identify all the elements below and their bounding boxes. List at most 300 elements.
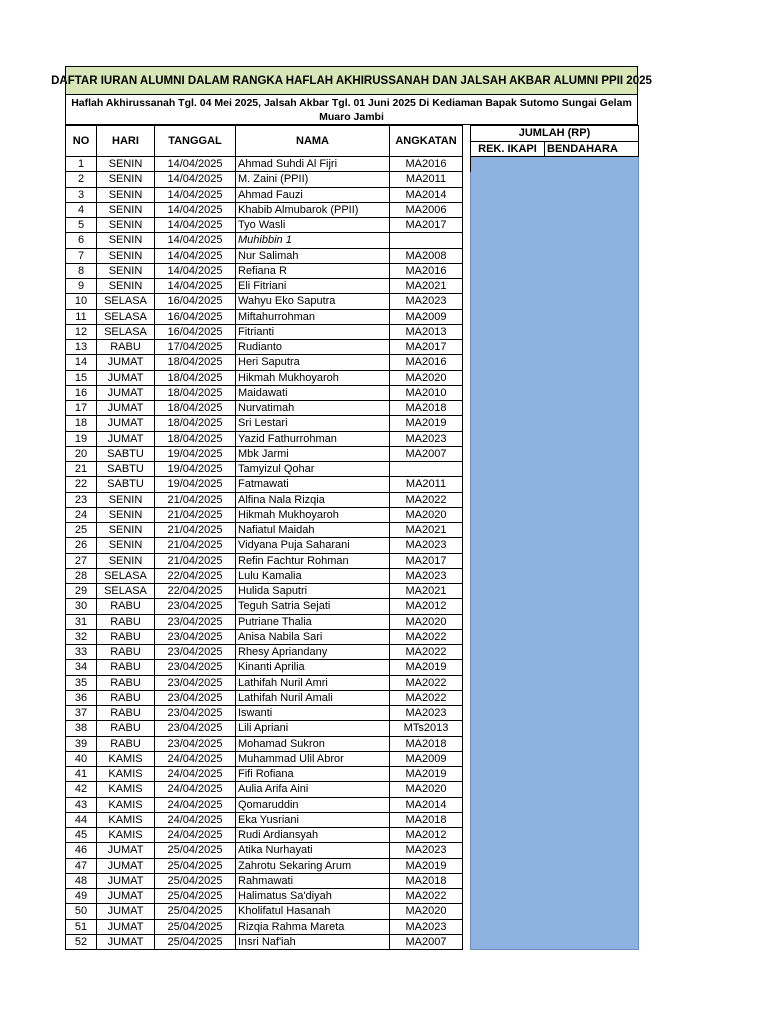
- cell-tanggal[interactable]: 21/04/2025: [155, 553, 236, 568]
- spreadsheet: [51, 66, 652, 950]
- gap-cell: [463, 675, 471, 690]
- cell-no[interactable]: 40: [66, 751, 97, 766]
- gap-cell: [463, 431, 471, 446]
- cell-tanggal[interactable]: 24/04/2025: [155, 782, 236, 797]
- cell-no[interactable]: 26: [66, 538, 97, 553]
- cell-no[interactable]: 50: [66, 904, 97, 919]
- cell-tanggal[interactable]: 25/04/2025: [155, 873, 236, 888]
- cell-angkatan[interactable]: MA2009: [390, 309, 463, 324]
- cell-hari[interactable]: SENIN: [97, 507, 155, 522]
- gap-cell: [463, 767, 471, 782]
- cell-tanggal[interactable]: 14/04/2025: [155, 202, 236, 217]
- cell-no[interactable]: 33: [66, 645, 97, 660]
- gap-cell: [463, 812, 471, 827]
- cell-hari[interactable]: KAMIS: [97, 751, 155, 766]
- dues-table: [65, 125, 639, 950]
- cell-nama[interactable]: Muhammad Ulil Abror: [236, 751, 390, 766]
- cell-no[interactable]: 46: [66, 843, 97, 858]
- cell-no[interactable]: 43: [66, 797, 97, 812]
- cell-nama[interactable]: Iswanti: [236, 706, 390, 721]
- cell-nama[interactable]: Aulia Arifa Aini: [236, 782, 390, 797]
- cell-hari[interactable]: SENIN: [97, 263, 155, 278]
- cell-hari[interactable]: SENIN: [97, 218, 155, 233]
- table-body: [66, 157, 639, 950]
- cell-tanggal[interactable]: 22/04/2025: [155, 568, 236, 583]
- cell-hari[interactable]: SABTU: [97, 477, 155, 492]
- cell-no[interactable]: 22: [66, 477, 97, 492]
- gap-cell: [463, 401, 471, 416]
- cell-nama[interactable]: Rudi Ardiansyah: [236, 828, 390, 843]
- cell-nama[interactable]: Nurvatimah: [236, 401, 390, 416]
- cell-angkatan[interactable]: MA2011: [390, 477, 463, 492]
- gap-cell: [463, 233, 471, 248]
- cell-tanggal[interactable]: 24/04/2025: [155, 751, 236, 766]
- cell-angkatan[interactable]: MA2020: [390, 782, 463, 797]
- cell-hari[interactable]: SABTU: [97, 446, 155, 461]
- cell-angkatan[interactable]: MA2017: [390, 218, 463, 233]
- cell-nama[interactable]: Ahmad Suhdi Al Fijri: [236, 157, 390, 172]
- cell-hari[interactable]: JUMAT: [97, 934, 155, 949]
- cell-hari[interactable]: KAMIS: [97, 767, 155, 782]
- cell-no[interactable]: 10: [66, 294, 97, 309]
- cell-nama[interactable]: Kholifatul Hasanah: [236, 904, 390, 919]
- cell-tanggal[interactable]: 23/04/2025: [155, 614, 236, 629]
- gap-cell: [463, 187, 471, 202]
- cell-no[interactable]: 11: [66, 309, 97, 324]
- cell-nama[interactable]: Tamyizul Qohar: [236, 462, 390, 477]
- cell-nama[interactable]: Lathifah Nuril Amali: [236, 690, 390, 705]
- cell-no[interactable]: 12: [66, 324, 97, 339]
- cell-angkatan[interactable]: MA2019: [390, 660, 463, 675]
- cell-angkatan[interactable]: MA2019: [390, 767, 463, 782]
- cell-angkatan[interactable]: MA2020: [390, 370, 463, 385]
- gap-cell: [463, 172, 471, 187]
- gap-cell: [463, 568, 471, 583]
- cell-angkatan[interactable]: MA2022: [390, 629, 463, 644]
- cell-tanggal[interactable]: 24/04/2025: [155, 767, 236, 782]
- cell-nama[interactable]: Rizqia Rahma Mareta: [236, 919, 390, 934]
- cell-tanggal[interactable]: 23/04/2025: [155, 706, 236, 721]
- gap-cell: [463, 660, 471, 675]
- cell-hari[interactable]: RABU: [97, 629, 155, 644]
- cell-nama[interactable]: Ahmad Fauzi: [236, 187, 390, 202]
- cell-hari[interactable]: JUMAT: [97, 431, 155, 446]
- cell-nama[interactable]: Qomaruddin: [236, 797, 390, 812]
- cell-angkatan[interactable]: MA2022: [390, 889, 463, 904]
- cell-angkatan[interactable]: MA2023: [390, 843, 463, 858]
- cell-tanggal[interactable]: 16/04/2025: [155, 324, 236, 339]
- cell-hari[interactable]: KAMIS: [97, 812, 155, 827]
- cell-tanggal[interactable]: 19/04/2025: [155, 462, 236, 477]
- cell-no[interactable]: 39: [66, 736, 97, 751]
- cell-nama[interactable]: Wahyu Eko Saputra: [236, 294, 390, 309]
- cell-angkatan[interactable]: MA2016: [390, 355, 463, 370]
- cell-tanggal[interactable]: 23/04/2025: [155, 599, 236, 614]
- cell-nama[interactable]: Vidyana Puja Saharani: [236, 538, 390, 553]
- cell-tanggal[interactable]: 23/04/2025: [155, 629, 236, 644]
- cell-nama[interactable]: Sri Lestari: [236, 416, 390, 431]
- cell-hari[interactable]: KAMIS: [97, 782, 155, 797]
- gap-cell: [463, 538, 471, 553]
- cell-nama[interactable]: Lili Apriani: [236, 721, 390, 736]
- cell-angkatan[interactable]: MA2016: [390, 157, 463, 172]
- cell-angkatan[interactable]: MA2018: [390, 736, 463, 751]
- cell-angkatan[interactable]: MA2020: [390, 614, 463, 629]
- header-bendahara: BENDAHARA: [545, 141, 639, 157]
- cell-no[interactable]: 7: [66, 248, 97, 263]
- cell-nama[interactable]: M. Zaini (PPII): [236, 172, 390, 187]
- cell-hari[interactable]: SELASA: [97, 294, 155, 309]
- cell-nama[interactable]: Tyo Wasli: [236, 218, 390, 233]
- cell-hari[interactable]: SENIN: [97, 172, 155, 187]
- cell-no[interactable]: 25: [66, 523, 97, 538]
- cell-tanggal[interactable]: 18/04/2025: [155, 355, 236, 370]
- cell-no[interactable]: 13: [66, 340, 97, 355]
- cell-tanggal[interactable]: 14/04/2025: [155, 233, 236, 248]
- cell-tanggal[interactable]: 21/04/2025: [155, 538, 236, 553]
- gap-cell: [463, 355, 471, 370]
- gap-cell: [463, 324, 471, 339]
- cell-angkatan[interactable]: MA2022: [390, 675, 463, 690]
- cell-no[interactable]: 42: [66, 782, 97, 797]
- cell-hari[interactable]: RABU: [97, 660, 155, 675]
- cell-angkatan[interactable]: MA2021: [390, 523, 463, 538]
- cell-no[interactable]: 37: [66, 706, 97, 721]
- cell-angkatan[interactable]: MA2013: [390, 324, 463, 339]
- header-nama: NAMA: [236, 126, 390, 157]
- cell-nama[interactable]: Fitrianti: [236, 324, 390, 339]
- cell-tanggal[interactable]: 14/04/2025: [155, 187, 236, 202]
- cell-angkatan[interactable]: MA2010: [390, 385, 463, 400]
- gap-cell: [463, 843, 471, 858]
- cell-hari[interactable]: JUMAT: [97, 385, 155, 400]
- cell-angkatan[interactable]: MA2006: [390, 202, 463, 217]
- cell-nama[interactable]: Hulida Saputri: [236, 584, 390, 599]
- cell-hari[interactable]: JUMAT: [97, 904, 155, 919]
- cell-nama[interactable]: Rhesy Apriandany: [236, 645, 390, 660]
- header-jumlah: JUMLAH (RP): [471, 126, 639, 142]
- cell-hari[interactable]: RABU: [97, 736, 155, 751]
- cell-tanggal[interactable]: 25/04/2025: [155, 934, 236, 949]
- cell-tanggal[interactable]: 14/04/2025: [155, 248, 236, 263]
- cell-no[interactable]: 9: [66, 279, 97, 294]
- cell-no[interactable]: 21: [66, 462, 97, 477]
- cell-angkatan[interactable]: MA2023: [390, 568, 463, 583]
- cell-tanggal[interactable]: 14/04/2025: [155, 218, 236, 233]
- cell-no[interactable]: 49: [66, 889, 97, 904]
- cell-hari[interactable]: SENIN: [97, 248, 155, 263]
- cell-no[interactable]: 38: [66, 721, 97, 736]
- gap-cell: [463, 904, 471, 919]
- gap-cell: [463, 553, 471, 568]
- cell-nama[interactable]: Nur Salimah: [236, 248, 390, 263]
- cell-no[interactable]: 45: [66, 828, 97, 843]
- cell-hari[interactable]: RABU: [97, 614, 155, 629]
- cell-angkatan[interactable]: MA2018: [390, 401, 463, 416]
- gap-cell: [463, 919, 471, 934]
- cell-tanggal[interactable]: 23/04/2025: [155, 736, 236, 751]
- cell-no[interactable]: 47: [66, 858, 97, 873]
- cell-angkatan[interactable]: MA2020: [390, 904, 463, 919]
- cell-tanggal[interactable]: 18/04/2025: [155, 431, 236, 446]
- cell-tanggal[interactable]: 18/04/2025: [155, 385, 236, 400]
- cell-tanggal[interactable]: 19/04/2025: [155, 446, 236, 461]
- cell-angkatan[interactable]: MA2021: [390, 584, 463, 599]
- cell-hari[interactable]: SELASA: [97, 584, 155, 599]
- cell-no[interactable]: 8: [66, 263, 97, 278]
- cell-nama[interactable]: Anisa Nabila Sari: [236, 629, 390, 644]
- cell-nama[interactable]: Halimatus Sa'diyah: [236, 889, 390, 904]
- cell-tanggal[interactable]: 24/04/2025: [155, 812, 236, 827]
- cell-no[interactable]: 4: [66, 202, 97, 217]
- cell-hari[interactable]: RABU: [97, 706, 155, 721]
- cell-angkatan[interactable]: [390, 233, 463, 248]
- cell-nama[interactable]: Khabib Almubarok (PPII): [236, 202, 390, 217]
- cell-angkatan[interactable]: [390, 462, 463, 477]
- cell-nama[interactable]: Refiana R: [236, 263, 390, 278]
- cell-nama[interactable]: Insri Naf'iah: [236, 934, 390, 949]
- cell-tanggal[interactable]: 25/04/2025: [155, 858, 236, 873]
- cell-hari[interactable]: JUMAT: [97, 416, 155, 431]
- header-hari: HARI: [97, 126, 155, 157]
- cell-no[interactable]: 5: [66, 218, 97, 233]
- cell-nama[interactable]: Fifi Rofiana: [236, 767, 390, 782]
- cell-nama[interactable]: Zahrotu Sekaring Arum: [236, 858, 390, 873]
- gap-cell: [463, 645, 471, 660]
- cell-tanggal[interactable]: 23/04/2025: [155, 690, 236, 705]
- cell-tanggal[interactable]: 25/04/2025: [155, 919, 236, 934]
- cell-angkatan[interactable]: MA2023: [390, 538, 463, 553]
- cell-nama[interactable]: Eka Yusriani: [236, 812, 390, 827]
- cell-tanggal[interactable]: 21/04/2025: [155, 492, 236, 507]
- cell-hari[interactable]: RABU: [97, 721, 155, 736]
- cell-hari[interactable]: SENIN: [97, 492, 155, 507]
- cell-no[interactable]: 36: [66, 690, 97, 705]
- cell-no[interactable]: 32: [66, 629, 97, 644]
- cell-hari[interactable]: RABU: [97, 599, 155, 614]
- cell-angkatan[interactable]: MA2021: [390, 279, 463, 294]
- cell-tanggal[interactable]: 23/04/2025: [155, 675, 236, 690]
- cell-nama[interactable]: Rudianto: [236, 340, 390, 355]
- cell-hari[interactable]: RABU: [97, 675, 155, 690]
- cell-no[interactable]: 17: [66, 401, 97, 416]
- cell-hari[interactable]: SENIN: [97, 202, 155, 217]
- cell-hari[interactable]: JUMAT: [97, 843, 155, 858]
- cell-hari[interactable]: JUMAT: [97, 401, 155, 416]
- cell-angkatan[interactable]: MA2012: [390, 599, 463, 614]
- gap-cell: [463, 126, 471, 157]
- cell-nama[interactable]: Hikmah Mukhoyaroh: [236, 507, 390, 522]
- cell-tanggal[interactable]: 21/04/2025: [155, 523, 236, 538]
- cell-no[interactable]: 48: [66, 873, 97, 888]
- cell-no[interactable]: 24: [66, 507, 97, 522]
- cell-tanggal[interactable]: 21/04/2025: [155, 507, 236, 522]
- cell-hari[interactable]: JUMAT: [97, 919, 155, 934]
- cell-tanggal[interactable]: 23/04/2025: [155, 645, 236, 660]
- cell-angkatan[interactable]: MA2007: [390, 446, 463, 461]
- cell-nama[interactable]: Rahmawati: [236, 873, 390, 888]
- cell-nama[interactable]: Yazid Fathurrohman: [236, 431, 390, 446]
- cell-nama[interactable]: Alfina Nala Rizqia: [236, 492, 390, 507]
- cell-nama[interactable]: Mbk Jarmi: [236, 446, 390, 461]
- gap-cell: [463, 507, 471, 522]
- cell-angkatan[interactable]: MA2008: [390, 248, 463, 263]
- cell-nama[interactable]: Nafiatul Maidah: [236, 523, 390, 538]
- cell-hari[interactable]: SENIN: [97, 553, 155, 568]
- cell-angkatan[interactable]: MA2018: [390, 873, 463, 888]
- cell-hari[interactable]: SENIN: [97, 538, 155, 553]
- cell-tanggal[interactable]: 19/04/2025: [155, 477, 236, 492]
- cell-hari[interactable]: SELASA: [97, 568, 155, 583]
- cell-tanggal[interactable]: 18/04/2025: [155, 416, 236, 431]
- cell-hari[interactable]: JUMAT: [97, 858, 155, 873]
- cell-tanggal[interactable]: 17/04/2025: [155, 340, 236, 355]
- cell-hari[interactable]: SENIN: [97, 157, 155, 172]
- cell-angkatan[interactable]: MA2018: [390, 812, 463, 827]
- cell-no[interactable]: 34: [66, 660, 97, 675]
- cell-no[interactable]: 19: [66, 431, 97, 446]
- cell-hari[interactable]: SENIN: [97, 187, 155, 202]
- cell-hari[interactable]: RABU: [97, 645, 155, 660]
- cell-angkatan[interactable]: MA2023: [390, 706, 463, 721]
- cell-tanggal[interactable]: 24/04/2025: [155, 797, 236, 812]
- cell-hari[interactable]: SABTU: [97, 462, 155, 477]
- cell-hari[interactable]: SELASA: [97, 324, 155, 339]
- cell-nama[interactable]: Eli Fitriani: [236, 279, 390, 294]
- cell-nama[interactable]: Hikmah Mukhoyaroh: [236, 370, 390, 385]
- cell-no[interactable]: 35: [66, 675, 97, 690]
- cell-nama[interactable]: Lathifah Nuril Amri: [236, 675, 390, 690]
- cell-angkatan[interactable]: MA2023: [390, 431, 463, 446]
- cell-angkatan[interactable]: MTs2013: [390, 721, 463, 736]
- cell-angkatan[interactable]: MA2017: [390, 340, 463, 355]
- cell-no[interactable]: 3: [66, 187, 97, 202]
- cell-angkatan[interactable]: MA2016: [390, 263, 463, 278]
- cell-tanggal[interactable]: 14/04/2025: [155, 172, 236, 187]
- header-angkatan: ANGKATAN: [390, 126, 463, 157]
- cell-nama[interactable]: Heri Saputra: [236, 355, 390, 370]
- cell-hari[interactable]: JUMAT: [97, 355, 155, 370]
- cell-angkatan[interactable]: MA2023: [390, 919, 463, 934]
- cell-tanggal[interactable]: 16/04/2025: [155, 294, 236, 309]
- gap-cell: [463, 416, 471, 431]
- cell-angkatan[interactable]: MA2012: [390, 828, 463, 843]
- gap-cell: [463, 446, 471, 461]
- gap-cell: [463, 492, 471, 507]
- gap-cell: [463, 706, 471, 721]
- cell-nama[interactable]: Maidawati: [236, 385, 390, 400]
- cell-no[interactable]: 2: [66, 172, 97, 187]
- gap-cell: [463, 690, 471, 705]
- cell-tanggal[interactable]: 25/04/2025: [155, 843, 236, 858]
- gap-cell: [463, 309, 471, 324]
- gap-cell: [463, 263, 471, 278]
- cell-angkatan[interactable]: MA2014: [390, 797, 463, 812]
- cell-angkatan[interactable]: MA2014: [390, 187, 463, 202]
- cell-nama[interactable]: Lulu Kamalia: [236, 568, 390, 583]
- cell-tanggal[interactable]: 23/04/2025: [155, 660, 236, 675]
- cell-hari[interactable]: SENIN: [97, 279, 155, 294]
- cell-tanggal[interactable]: 14/04/2025: [155, 157, 236, 172]
- cell-tanggal[interactable]: 22/04/2025: [155, 584, 236, 599]
- cell-angkatan[interactable]: MA2022: [390, 492, 463, 507]
- cell-no[interactable]: 15: [66, 370, 97, 385]
- cell-no[interactable]: 23: [66, 492, 97, 507]
- cell-nama[interactable]: Teguh Satria Sejati: [236, 599, 390, 614]
- cell-angkatan[interactable]: MA2019: [390, 858, 463, 873]
- cell-hari[interactable]: RABU: [97, 340, 155, 355]
- cell-no[interactable]: 20: [66, 446, 97, 461]
- cell-nama[interactable]: Refin Fachtur Rohman: [236, 553, 390, 568]
- cell-tanggal[interactable]: 14/04/2025: [155, 263, 236, 278]
- cell-nama[interactable]: Putriane Thalia: [236, 614, 390, 629]
- cell-hari[interactable]: SENIN: [97, 233, 155, 248]
- cell-no[interactable]: 6: [66, 233, 97, 248]
- cell-no[interactable]: 31: [66, 614, 97, 629]
- cell-angkatan[interactable]: MA2009: [390, 751, 463, 766]
- gap-cell: [463, 340, 471, 355]
- cell-tanggal[interactable]: 25/04/2025: [155, 889, 236, 904]
- cell-tanggal[interactable]: 24/04/2025: [155, 828, 236, 843]
- cell-nama[interactable]: Fatmawati: [236, 477, 390, 492]
- cell-hari[interactable]: JUMAT: [97, 370, 155, 385]
- cell-hari[interactable]: KAMIS: [97, 797, 155, 812]
- cell-tanggal[interactable]: 25/04/2025: [155, 904, 236, 919]
- cell-hari[interactable]: KAMIS: [97, 828, 155, 843]
- cell-tanggal[interactable]: 16/04/2025: [155, 309, 236, 324]
- cell-angkatan[interactable]: MA2017: [390, 553, 463, 568]
- cell-no[interactable]: 30: [66, 599, 97, 614]
- cell-no[interactable]: 14: [66, 355, 97, 370]
- cell-nama[interactable]: Muhibbin 1: [236, 233, 390, 248]
- cell-hari[interactable]: RABU: [97, 690, 155, 705]
- cell-angkatan[interactable]: MA2023: [390, 294, 463, 309]
- cell-angkatan[interactable]: MA2022: [390, 690, 463, 705]
- cell-no[interactable]: 29: [66, 584, 97, 599]
- cell-no[interactable]: 1: [66, 157, 97, 172]
- gap-cell: [463, 202, 471, 217]
- cell-no[interactable]: 16: [66, 385, 97, 400]
- cell-hari[interactable]: JUMAT: [97, 873, 155, 888]
- cell-angkatan[interactable]: MA2019: [390, 416, 463, 431]
- cell-tanggal[interactable]: 18/04/2025: [155, 401, 236, 416]
- gap-cell: [463, 889, 471, 904]
- cell-no[interactable]: 41: [66, 767, 97, 782]
- cell-nama[interactable]: Miftahurrohman: [236, 309, 390, 324]
- cell-angkatan[interactable]: MA2020: [390, 507, 463, 522]
- cell-hari[interactable]: JUMAT: [97, 889, 155, 904]
- cell-angkatan[interactable]: MA2022: [390, 645, 463, 660]
- cell-no[interactable]: 51: [66, 919, 97, 934]
- cell-no[interactable]: 27: [66, 553, 97, 568]
- cell-hari[interactable]: SENIN: [97, 523, 155, 538]
- cell-no[interactable]: 44: [66, 812, 97, 827]
- cell-nama[interactable]: Atika Nurhayati: [236, 843, 390, 858]
- cell-tanggal[interactable]: 14/04/2025: [155, 279, 236, 294]
- cell-nama[interactable]: Mohamad Sukron: [236, 736, 390, 751]
- cell-nama[interactable]: Kinanti Aprilia: [236, 660, 390, 675]
- cell-angkatan[interactable]: MA2011: [390, 172, 463, 187]
- cell-no[interactable]: 52: [66, 934, 97, 949]
- cell-no[interactable]: 18: [66, 416, 97, 431]
- cell-tanggal[interactable]: 18/04/2025: [155, 370, 236, 385]
- amount-fill-area[interactable]: [471, 157, 639, 950]
- cell-tanggal[interactable]: 23/04/2025: [155, 721, 236, 736]
- gap-cell: [463, 858, 471, 873]
- cell-no[interactable]: 28: [66, 568, 97, 583]
- cell-angkatan[interactable]: MA2007: [390, 934, 463, 949]
- cell-hari[interactable]: SELASA: [97, 309, 155, 324]
